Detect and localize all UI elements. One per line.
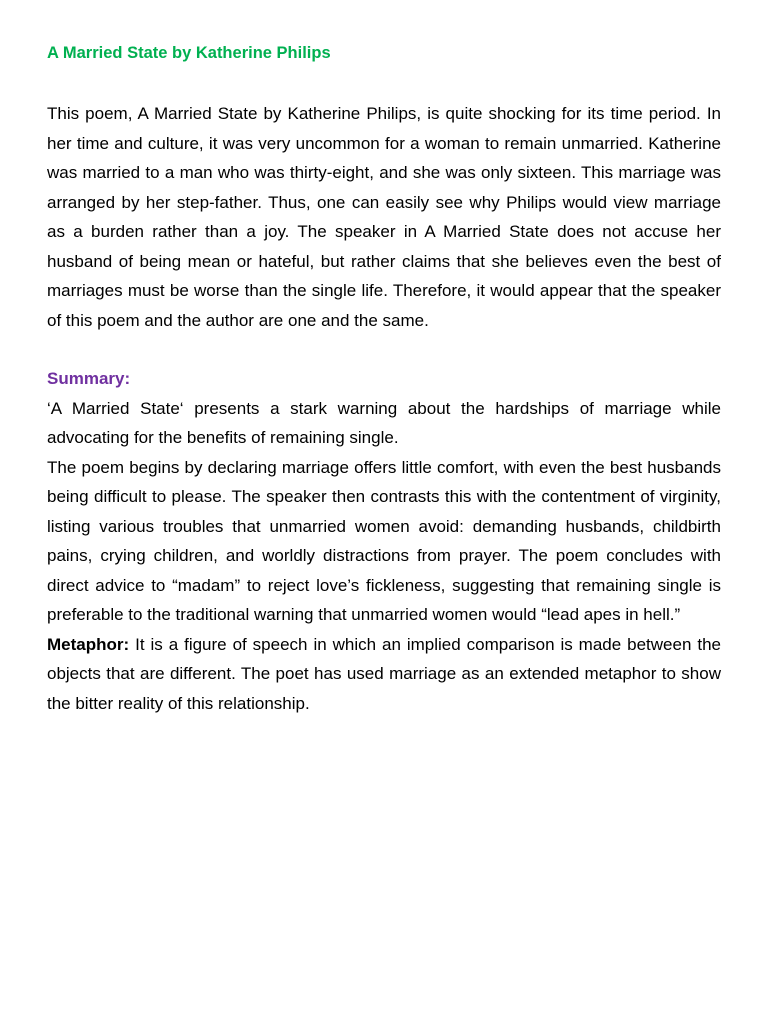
intro-paragraph: This poem, A Married State by Katherine Philips, is quite shocking for its time period. In her time and culture, it was very uncommon for a woman to remain unmarried. Katherine was married to a man who was thirty-eight, and she was only sixteen. This marriage was arranged by her step-father. Thus, one can easily see why Philips would view marriage as a burden rather than a joy. The speaker in A Married State does not accuse her husband of being mean or hateful, but rather claims that she believes even the best of marriages must be worse than the single life. Therefore, it would appear that the speaker of this poem and the author are one and the same.	[47, 104, 721, 330]
summary-paragraph-2: The poem begins by declaring marriage offers little comfort, with even the best husbands being difficult to please. The speaker then contrasts this with the contentment of virginity, listing various troubles that unmarried women avoid: demanding husbands, childbirth pains, crying children, and worldly distractions from prayer. The poem concludes with direct advice to “madam” to reject love’s fickleness, suggesting that remaining single is preferable to the traditional warning that unmarried women would “lead apes in hell.”	[47, 457, 721, 624]
document-page	[47, 40, 721, 718]
document-title: A Married State by Katherine Philips	[47, 44, 331, 62]
summary-paragraph-1: ‘A Married State‘ presents a stark warning about the hardships of marriage while advocating for the benefits of remaining single.	[47, 398, 721, 447]
metaphor-paragraph	[47, 630, 721, 719]
summary-heading: Summary:	[47, 369, 131, 388]
metaphor-term: Metaphor:	[47, 634, 130, 654]
metaphor-definition: It is a figure of speech in which an implied comparison is made between the objects that are different. The poet has used marriage as an extended metaphor to show the bitter reality of this relationship.	[47, 634, 721, 713]
